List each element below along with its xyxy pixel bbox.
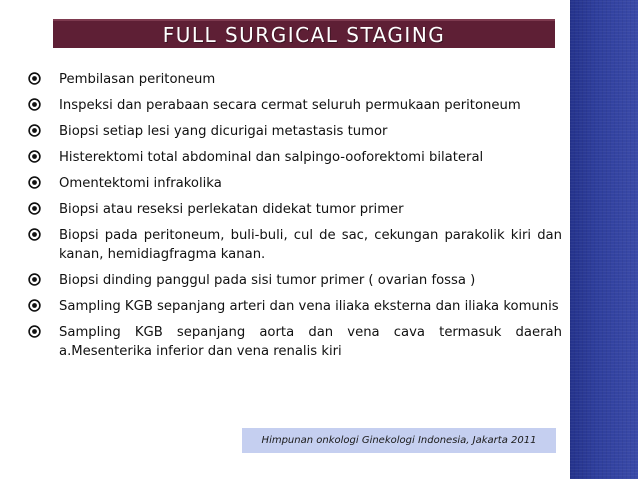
sun-bullet-icon (27, 149, 42, 164)
list-item (27, 148, 562, 167)
sun-bullet-icon (27, 201, 42, 216)
list-item (27, 96, 562, 115)
sun-bullet-icon (27, 71, 42, 86)
bullet-list (27, 70, 562, 368)
list-item-text: Biopsi pada peritoneum, buli-buli, cul de sac, cekungan parakolik kiri dan kanan, hemidiagfragma kanan. (59, 228, 562, 262)
list-item-text: Biopsi atau reseksi perlekatan didekat tumor primer (59, 202, 404, 217)
list-item (27, 122, 562, 141)
list-item-text: Sampling KGB sepanjang arteri dan vena iliaka eksterna dan iliaka komunis (59, 299, 559, 314)
sun-bullet-icon (27, 175, 42, 190)
list-item (27, 70, 562, 89)
citation-text: Himpunan onkologi Ginekologi Indonesia, Jakarta 2011 (261, 435, 537, 446)
list-item-text: Pembilasan peritoneum (59, 72, 216, 87)
list-item-text: Biopsi dinding panggul pada sisi tumor primer ( ovarian fossa ) (59, 273, 476, 288)
sun-bullet-icon (27, 298, 42, 313)
slide-title: FULL SURGICAL STAGING (162, 22, 446, 47)
list-item (27, 200, 562, 219)
sun-bullet-icon (27, 123, 42, 138)
list-item-text: Histerektomi total abdominal dan salpingo-ooforektomi bilateral (59, 150, 484, 165)
citation-box (242, 428, 556, 453)
list-item (27, 271, 562, 290)
list-item (27, 323, 562, 361)
right-decorative-bar (570, 0, 638, 479)
list-item-text: Biopsi setiap lesi yang dicurigai metastasis tumor (59, 124, 388, 139)
list-item-text: Sampling KGB sepanjang aorta dan vena cava termasuk daerah a.Mesenterika inferior dan vena renalis kiri (59, 325, 562, 359)
list-item (27, 297, 562, 316)
list-item-text: Omentektomi infrakolika (59, 176, 222, 191)
list-item (27, 174, 562, 193)
sun-bullet-icon (27, 227, 42, 242)
list-item (27, 226, 562, 264)
list-item-text: Inspeksi dan perabaan secara cermat seluruh permukaan peritoneum (59, 98, 521, 113)
sun-bullet-icon (27, 324, 42, 339)
title-bar (53, 19, 555, 48)
sun-bullet-icon (27, 272, 42, 287)
sun-bullet-icon (27, 97, 42, 112)
